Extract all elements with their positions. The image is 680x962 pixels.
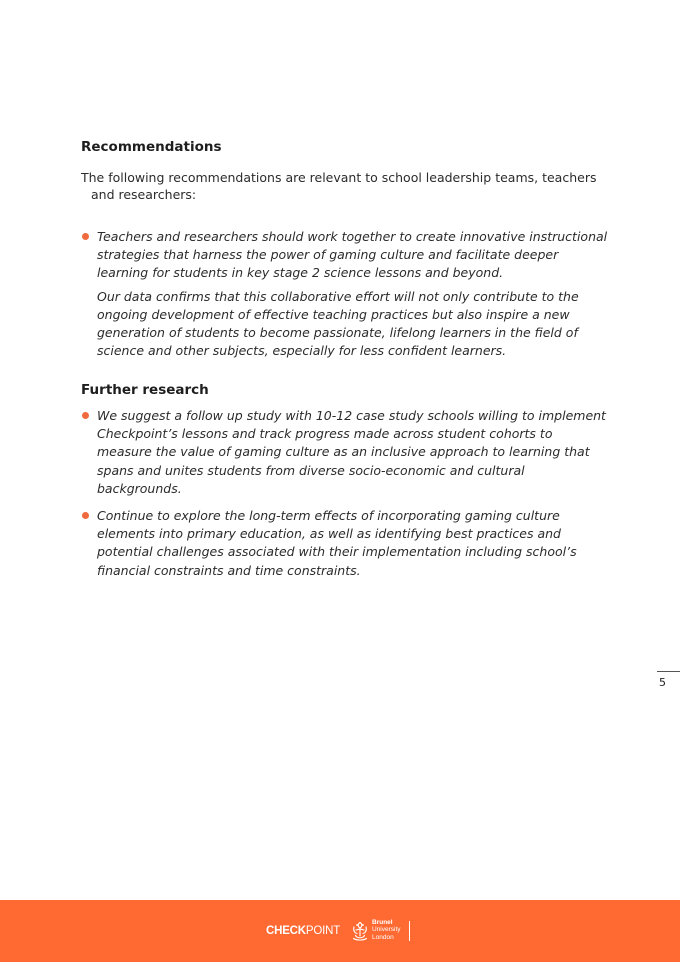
list-item [81, 228, 611, 360]
research-paragraph: We suggest a follow up study with 10-12 case study schools willing to implement Checkpoint’s lessons and track progress made across student cohorts to measure the value of gaming culture as an inclusive approach to learning that spans and unites students from diverse socio-economic and cultural backgrounds. [97, 408, 606, 496]
recommendations-heading: Recommendations [81, 139, 222, 155]
further-research-heading: Further research [81, 382, 209, 398]
bullet-icon [82, 412, 89, 419]
brunel-university-logo [351, 919, 413, 943]
footer-band [0, 900, 680, 962]
checkpoint-logo-part2: POINT [305, 925, 341, 937]
research-paragraph: Continue to explore the long-term effects of incorporating gaming culture elements into primary education, as well as identifying best practices and potential challenges associated with their implementation including school’s financial constraints and time constraints. [97, 508, 577, 578]
brunel-wordmark-line3: London [372, 933, 394, 941]
further-research-list [81, 407, 611, 589]
page-number: 5 [659, 676, 666, 689]
recommendation-paragraph: Our data confirms that this collaborative effort will not only contribute to the ongoing development of effective teaching practices but also inspire a new generation of students to become passionate, lifelong learners in the field of science and other subjects, especially for less confident learners. [97, 288, 579, 359]
brunel-wordmark [372, 919, 401, 941]
bullet-icon [82, 512, 89, 519]
list-item [81, 507, 611, 580]
checkpoint-logo-part1: CHECK [266, 925, 306, 937]
recommendations-list [81, 228, 611, 369]
brunel-wordmark-line2: University [372, 926, 401, 934]
page-number-rule [657, 671, 680, 672]
brunel-crest-icon [351, 921, 369, 941]
list-item [81, 407, 611, 498]
brunel-logo-divider [409, 921, 410, 941]
recommendation-paragraph: Teachers and researchers should work together to create innovative instructional strategies that harness the power of gaming culture and facilitate deeper learning for students in key stage 2 science lessons and beyond. [97, 229, 608, 281]
bullet-icon [82, 233, 89, 240]
checkpoint-logo [266, 925, 340, 937]
recommendations-intro: The following recommendations are relevant to school leadership teams, teachers and researchers: [81, 170, 597, 202]
brunel-wordmark-line1: Brunel [372, 919, 393, 926]
